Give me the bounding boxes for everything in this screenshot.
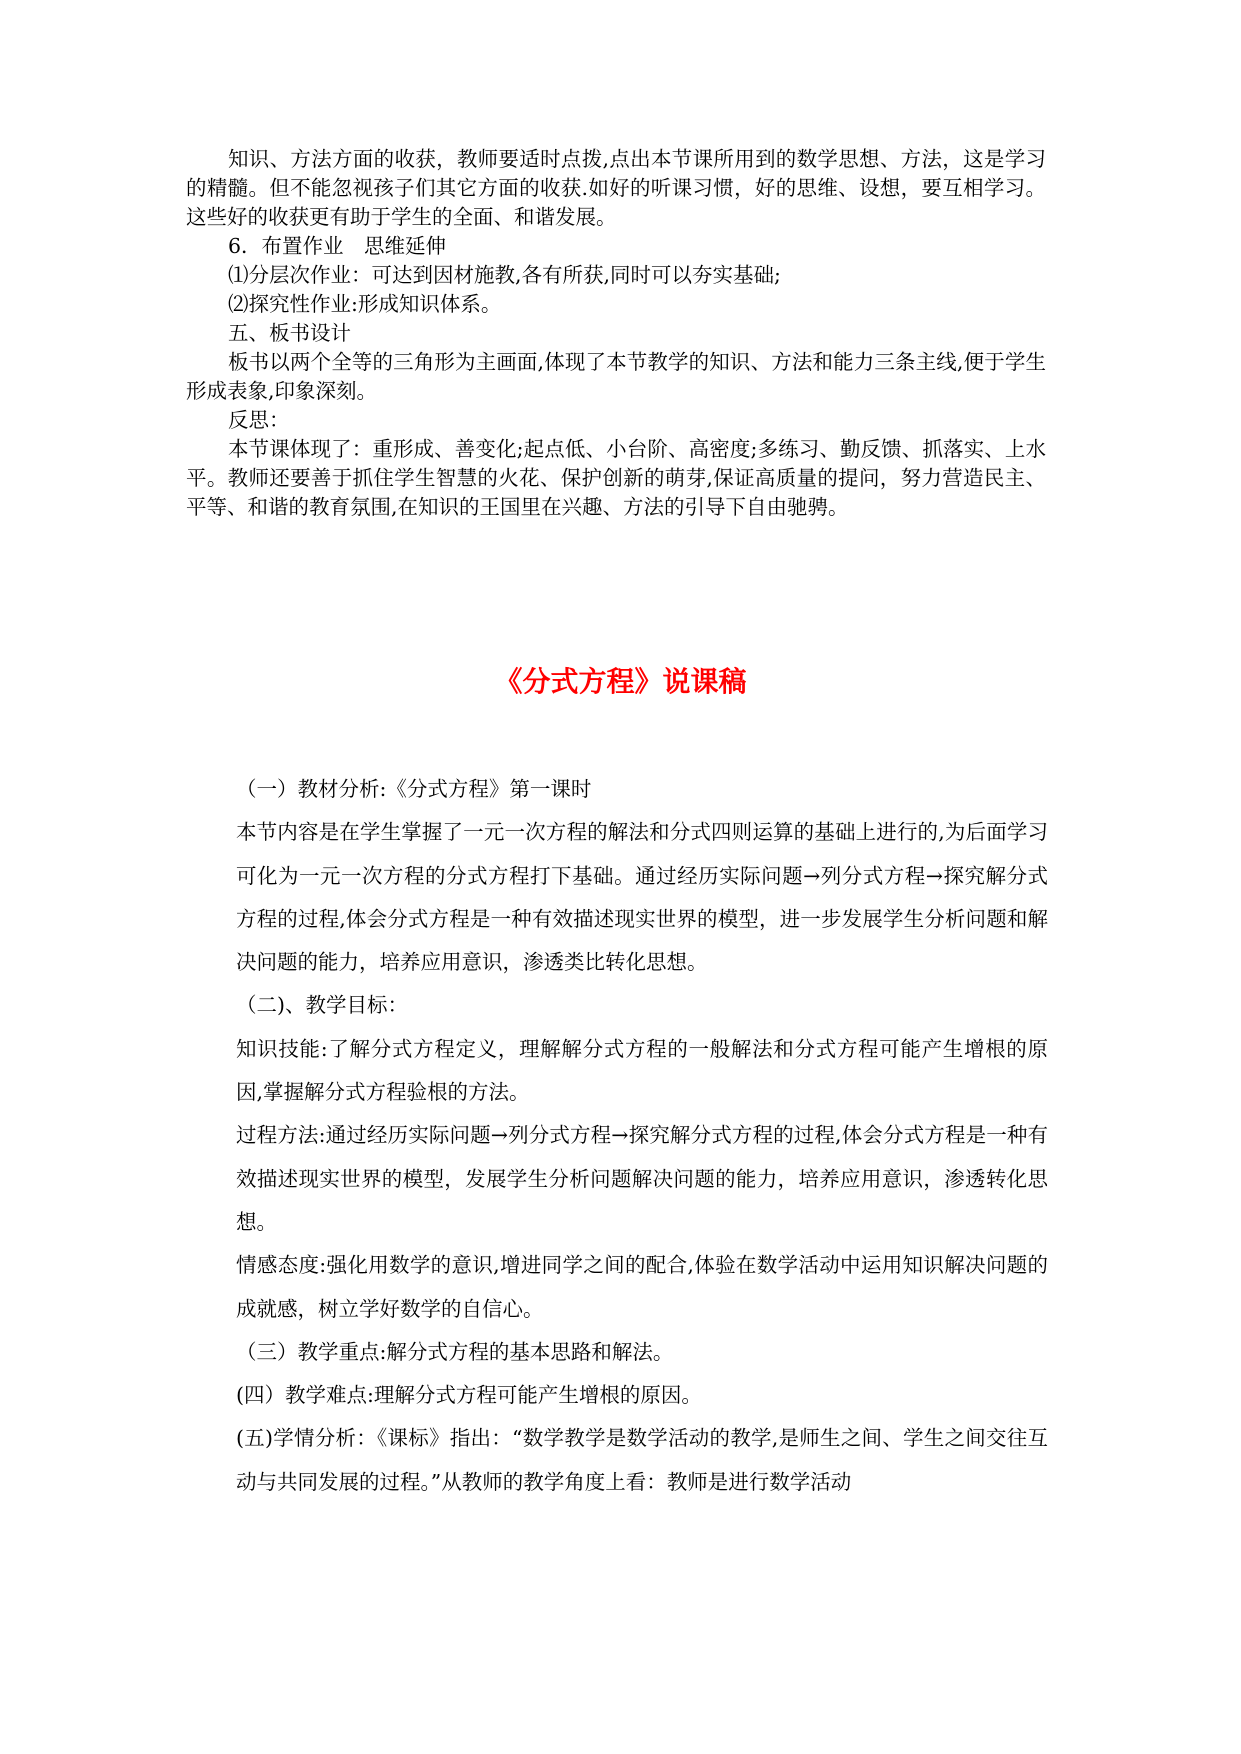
paragraph-knowledge-skills: 知识技能:了解分式方程定义，理解解分式方程的一般解法和分式方程可能产生增根的原因,掌握解分式方程验根的方法。 [236,1036,1048,1105]
lecture-draft-section [236,768,1048,1504]
paragraph-student-analysis: (五)学情分析：《课标》指出：“数学教学是数学活动的教学,是师生之间、学生之间交往互动与共同发展的过程。”从教师的教学角度上看：教师是进行数学活动 [236,1426,1048,1494]
heading-key-points: （三）教学重点:解分式方程的基本思路和解法。 [236,1339,674,1364]
homework-item-1: ⑴分层次作业：可达到因材施教,各有所获,同时可以夯实基础; [228,263,781,287]
heading-board-design: 五、板书设计 [228,321,351,345]
lesson-summary-section [186,145,1046,522]
paragraph-process-methods: 过程方法:通过经历实际问题→列分式方程→探究解分式方程的过程,体会分式方程是一种有效描述现实世界的模型，发展学生分析问题解决问题的能力，培养应用意识，渗透转化思想。 [236,1123,1048,1234]
document-title: 《分式方程》说课稿 [494,665,747,698]
heading-teaching-goals: （二)、教学目标： [236,993,408,1018]
heading-difficulties: (四）教学难点:理解分式方程可能产生增根的原因。 [236,1383,702,1408]
paragraph-attitude: 情感态度:强化用数学的意识,增进同学之间的配合,体验在数学活动中运用知识解决问题的成就感，树立学好数学的自信心。 [236,1253,1048,1321]
paragraph-harvest: 知识、方法方面的收获，教师要适时点拨,点出本节课所用到的数学思想、方法，这是学习的精髓。但不能忽视孩子们其它方面的收获.如好的听课习惯，好的思维、设想，要互相学习。这些好的收获更有助于学生的全面、和谐发展。 [186,147,1046,229]
paragraph-board-design: 板书以两个全等的三角形为主画面,体现了本节教学的知识、方法和能力三条主线,便于学生形成表象,印象深刻。 [186,350,1046,403]
paragraph-reflection: 本节课体现了：重形成、善变化;起点低、小台阶、高密度;多练习、勤反馈、抓落实、上水平。教师还要善于抓住学生智慧的火花、保护创新的萌芽,保证高质量的提问，努力营造民主、平等、和谐的教育氛围,在知识的王国里在兴趣、方法的引导下自由驰骋。 [186,437,1046,519]
reflection-label: 反思： [228,408,290,432]
paragraph-material-analysis: 本节内容是在学生掌握了一元一次方程的解法和分式四则运算的基础上进行的,为后面学习可化为一元一次方程的分式方程打下基础。通过经历实际问题→列分式方程→探究解分式方程的过程,体会分式方程是一种有效描述现实世界的模型，进一步发展学生分析问题和解决问题的能力，培养应用意识，渗透类比转化思想。 [236,820,1048,975]
heading-material-analysis: （一）教材分析:《分式方程》第一课时 [236,777,592,801]
heading-homework: 6．布置作业 思维延伸 [228,234,447,258]
homework-item-2: ⑵探究性作业:形成知识体系。 [228,292,502,316]
